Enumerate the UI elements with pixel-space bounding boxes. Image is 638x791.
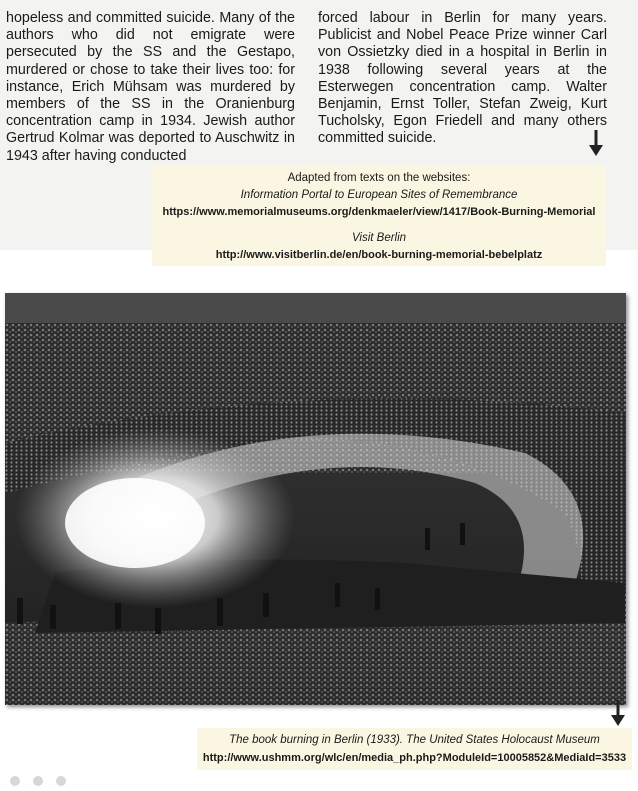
dot-icon bbox=[10, 776, 20, 786]
decorative-dots bbox=[10, 773, 79, 791]
photo-caption bbox=[197, 728, 632, 770]
left-column-text: hopeless and committed suicide. Many of the authors who did not emigrate were persecuted by the SS and the Gestapo, murdered or chose to take their lives too: for instance, Erich Mühsam was murdered by members of the SS in the Oranienburg concentration camp in 1934. Jewish author Gertrud Kolmar was deported to Auschwitz in 1943 after having conducted bbox=[6, 10, 295, 164]
caption-url[interactable]: http://www.ushmm.org/wlc/en/media_ph.php?ModuleId=10005852&MediaId=3533 bbox=[202, 752, 627, 764]
credit-site2-name: Visit Berlin bbox=[351, 232, 407, 244]
dot-icon bbox=[33, 776, 43, 786]
right-column-text: forced labour in Berlin for many years. Publicist and Nobel Peace Prize winner Carl von Ossietzky died in a hospital in Berlin in 1938 following several years at the Esterwegen concentration camp. Walter Benjamin, Ernst Toller, Stefan Zweig, Kurt Tucholsky, Egon Friedell and many others committed suicide. bbox=[318, 10, 607, 147]
dot-icon bbox=[56, 776, 66, 786]
credit-site1-name: Information Portal to European Sites of Remembrance bbox=[240, 189, 518, 201]
credit-site1-url[interactable]: https://www.memorialmuseums.org/denkmaeler/view/1417/Book-Burning-Memorial bbox=[162, 206, 596, 218]
source-credit bbox=[152, 165, 606, 266]
caption-title: The book burning in Berlin (1933). The United States Holocaust Museum bbox=[229, 734, 600, 746]
photo-illustration bbox=[5, 293, 626, 705]
arrow-down-icon bbox=[588, 130, 604, 156]
credit-intro: Adapted from texts on the websites: bbox=[287, 172, 471, 184]
credit-site2-url[interactable]: http://www.visitberlin.de/en/book-burning-memorial-bebelplatz bbox=[215, 249, 543, 261]
book-burning-photo bbox=[5, 293, 626, 705]
arrow-down-icon bbox=[610, 700, 626, 726]
